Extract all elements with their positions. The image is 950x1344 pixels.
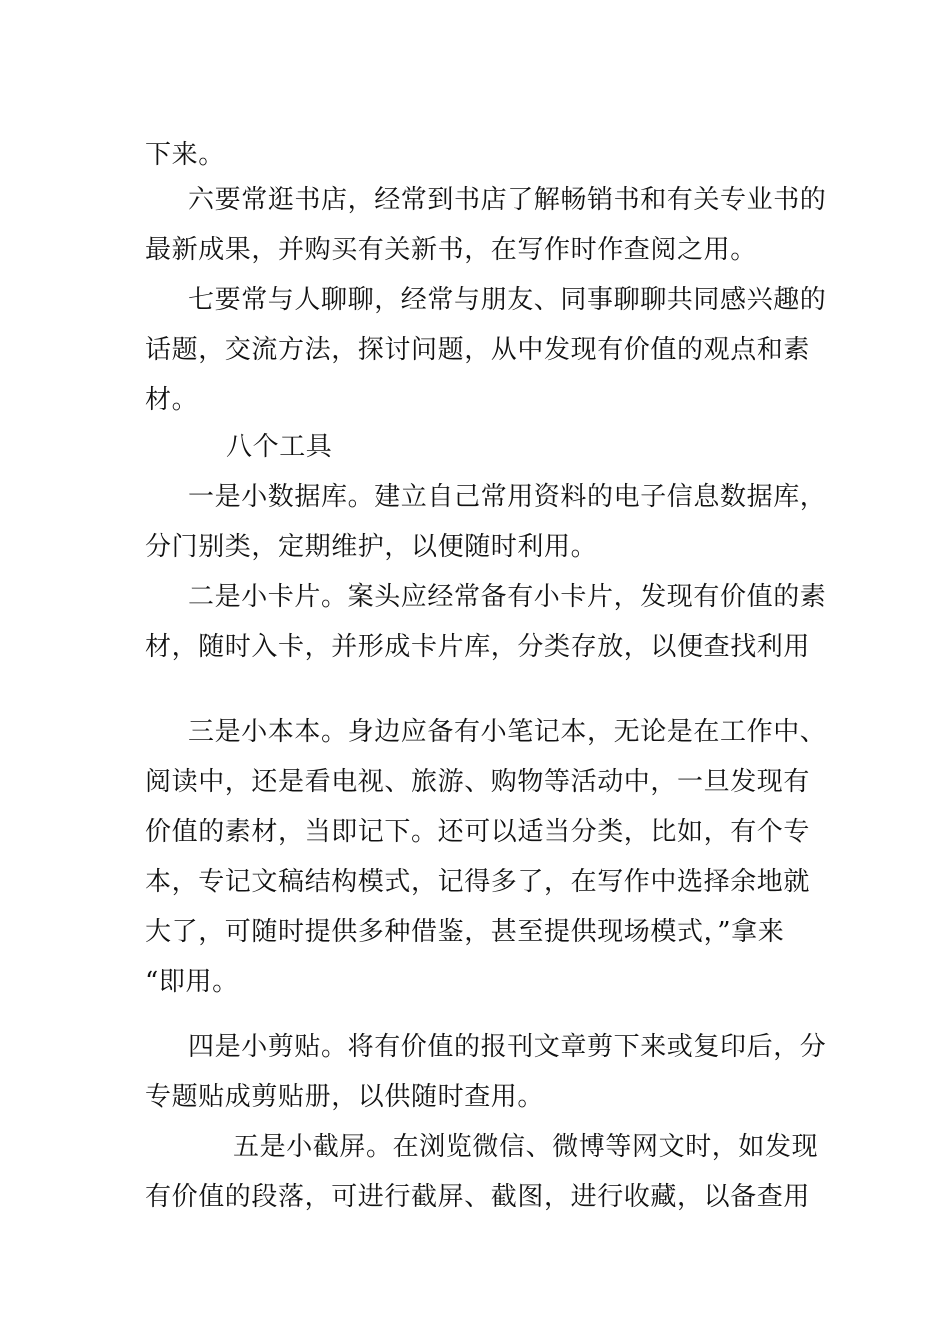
text-line: 有价值的段落，可进行截屏、截图，进行收藏，以备查用 [145,1182,811,1212]
text-line: 下来。 [145,140,225,170]
text-line: 话题，交流方法，探讨问题，从中发现有价值的观点和素 [145,335,811,365]
paragraph-start-line: 二是小卡片。案头应经常备有小卡片，发现有价值的素 [188,582,827,612]
paragraph-start-line: 四是小剪贴。将有价值的报刊文章剪下来或复印后，分 [188,1032,827,1062]
text-line: 价值的素材，当即记下。还可以适当分类，比如，有个专 [145,817,811,847]
paragraph-start-line: 六要常逛书店，经常到书店了解畅销书和有关专业书的 [188,185,827,215]
text-line: 最新成果，并购买有关新书，在写作时作查阅之用。 [145,235,757,265]
section-heading: 八个工具 [226,432,333,462]
text-line: “即用。 [145,967,239,997]
text-line: 大了，可随时提供多种借鉴，甚至提供现场模式，”拿来 [145,917,785,947]
text-line: 专题贴成剪贴册，以供随时查用。 [145,1082,545,1112]
paragraph-start-line: 七要常与人聊聊，经常与朋友、同事聊聊共同感兴趣的 [188,285,827,315]
text-line: 材。 [145,385,199,415]
text-line: 材，随时入卡，并形成卡片库，分类存放，以便查找利用 [145,632,811,662]
text-line: 分门别类，定期维护，以便随时利用。 [145,532,598,562]
paragraph-start-line: 一是小数据库。建立自己常用资料的电子信息数据库， [188,482,827,512]
text-line: 本，专记文稿结构模式，记得多了，在写作中选择余地就 [145,867,811,897]
paragraph-start-line: 三是小本本。身边应备有小笔记本，无论是在工作中、 [188,717,827,747]
text-line: 阅读中，还是看电视、旅游、购物等活动中，一旦发现有 [145,767,811,797]
paragraph-start-line: 五是小截屏。在浏览微信、微博等网文时，如发现 [233,1132,819,1162]
